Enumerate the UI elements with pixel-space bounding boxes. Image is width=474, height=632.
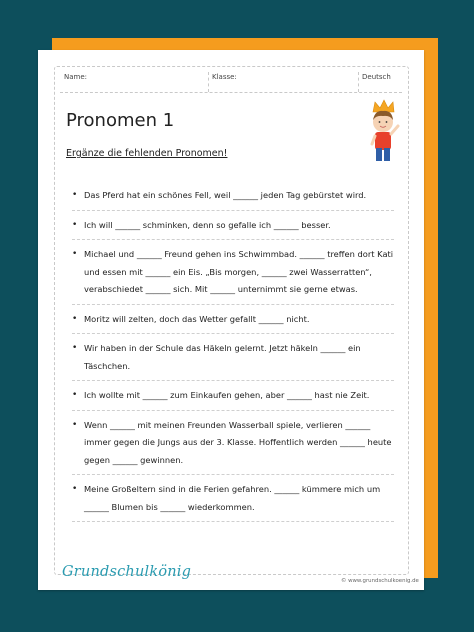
task-divider [72,333,394,334]
class-field [208,72,358,92]
class-label: Klasse: [212,73,237,81]
page-title: Pronomen 1 [66,110,175,131]
task-divider [72,410,394,411]
task-item: • Das Pferd hat ein schönes Fell, weil ______ jeden Tag gebürstet wird. [72,187,394,208]
task-item: • Meine Großeltern sind in die Ferien gefahren. ______ kümmere mich um ______ Blumen bis ______ wiederkommen. [72,481,394,519]
task-divider [72,239,394,240]
boy-with-crown-illustration [363,98,403,164]
task-divider [72,474,394,475]
worksheet-page [38,50,424,590]
task-divider [72,521,394,522]
subject-field [358,72,402,92]
task-item: • Wenn ______ mit meinen Freunden Wasserball spiele, verlieren ______ immer gegen die Jungs aus der 3. Klasse. Hoffentlich werden ______ heute gegen ______ gewinnen. [72,417,394,473]
task-divider [72,304,394,305]
task-list [72,187,394,528]
instruction-text: Ergänze die fehlenden Pronomen! [66,148,228,159]
header-row [60,72,402,93]
name-label: Name: [64,73,88,81]
brand-logo: Grundschulkönig [62,564,192,580]
task-item: • Moritz will zelten, doch das Wetter gefallt ______ nicht. [72,311,394,332]
task-item: • Wir haben in der Schule das Häkeln gelernt. Jetzt häkeln ______ ein Täschchen. [72,340,394,378]
website-credit: © www.grundschulkoenig.de [341,578,419,584]
task-divider [72,210,394,211]
task-divider [72,380,394,381]
subject-label: Deutsch [362,73,391,81]
task-item: • Ich wollte mit ______ zum Einkaufen gehen, aber ______ hast nie Zeit. [72,387,394,408]
task-item: • Michael und ______ Freund gehen ins Schwimmbad. ______ treffen dort Kati und essen mit ______ ein Eis. „Bis morgen, ______ zwei Wasserratten“, verabschiedet ______ sich. Mit ______ unternimmt sie gerne etwas. [72,246,394,302]
task-item: • Ich will ______ schminken, denn so gefalle ich ______ besser. [72,217,394,238]
name-field [60,72,208,92]
